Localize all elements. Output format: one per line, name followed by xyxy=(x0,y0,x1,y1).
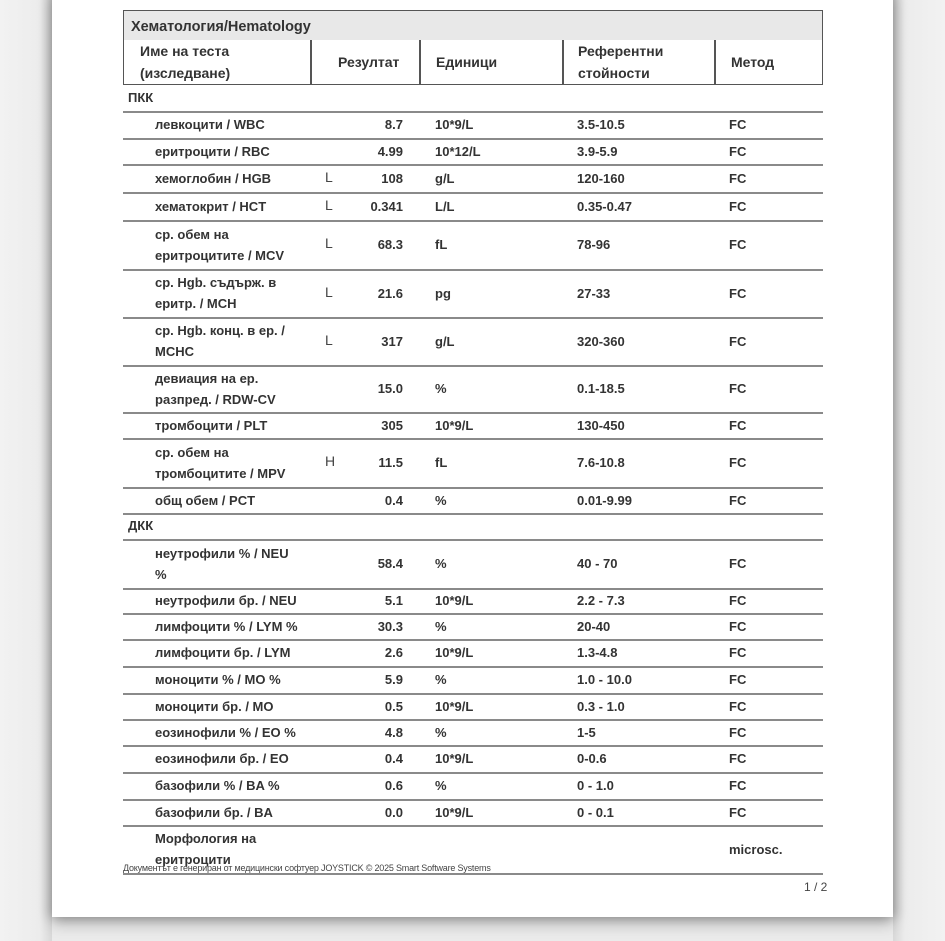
result-flag: H xyxy=(325,453,336,469)
test-name: базофили бр. / BA xyxy=(155,804,273,820)
row-divider xyxy=(123,539,823,541)
footer-note: Документът е генериран от медицински софтуер JOYSTICK © 2025 Smart Software Systems xyxy=(123,863,491,873)
result-value: 0.4 xyxy=(384,751,403,766)
test-method: FC xyxy=(729,778,747,793)
reference-range: 120-160 xyxy=(577,170,625,186)
row-divider xyxy=(123,719,823,721)
table-header xyxy=(123,40,823,85)
result-units: 10*9/L xyxy=(435,593,474,608)
result-units: 10*9/L xyxy=(435,804,474,820)
result-value: 58.4 xyxy=(377,556,403,571)
test-name-line1: Морфология на xyxy=(155,831,257,846)
result-units: % xyxy=(435,724,447,740)
header-divider xyxy=(419,40,421,84)
test-name: общ обем / PCT xyxy=(155,492,256,508)
row-divider xyxy=(123,138,823,140)
result-value: 8.7 xyxy=(384,117,403,132)
result-value: 108 xyxy=(381,170,403,186)
reference-range: 0.1-18.5 xyxy=(577,381,625,396)
result-flag: L xyxy=(325,331,333,348)
test-name: левкоцити / WBC xyxy=(155,117,265,132)
result-units: L/L xyxy=(435,198,455,214)
reference-range: 3.5-10.5 xyxy=(577,117,625,132)
result-units: fL xyxy=(435,455,448,470)
result-value: 0.5 xyxy=(384,698,403,714)
row-divider xyxy=(123,164,823,166)
result-units: % xyxy=(435,492,447,508)
test-name-line2: еритроцити xyxy=(155,852,231,867)
test-name-line1: ср. Hgb. конц. в ер. / xyxy=(155,323,285,338)
test-name: лимфоцити % / LYM % xyxy=(155,618,298,634)
row-divider xyxy=(123,513,823,515)
test-method: FC xyxy=(729,751,747,766)
result-units: pg xyxy=(435,285,451,301)
result-value: 30.3 xyxy=(377,618,403,634)
result-units: % xyxy=(435,778,447,793)
header-divider xyxy=(714,40,716,84)
section-title-bar xyxy=(123,10,823,41)
result-units: 10*12/L xyxy=(435,143,481,159)
test-name: неутрофили бр. / NEU xyxy=(155,593,297,608)
test-method: FC xyxy=(729,417,747,433)
test-name-line1: ср. Hgb. съдърж. в xyxy=(155,275,277,290)
reference-range: 1.0 - 10.0 xyxy=(577,672,632,687)
result-value: 0.341 xyxy=(370,198,403,214)
test-method: FC xyxy=(729,143,747,159)
page-number: 1 / 2 xyxy=(804,880,828,894)
reference-range: 20-40 xyxy=(577,618,611,634)
result-units: % xyxy=(435,618,447,634)
test-name: еозинофили бр. / EO xyxy=(155,751,289,766)
result-units: 10*9/L xyxy=(435,117,474,132)
reference-range: 0.35-0.47 xyxy=(577,198,632,214)
test-method: FC xyxy=(729,381,747,396)
row-divider xyxy=(123,799,823,801)
result-value: 317 xyxy=(381,333,403,349)
result-units: 10*9/L xyxy=(435,417,474,433)
row-divider xyxy=(123,487,823,489)
result-flag: L xyxy=(325,235,333,251)
test-method: FC xyxy=(729,170,747,186)
result-value: 5.9 xyxy=(384,672,403,687)
section-title: Хематология/Hematology xyxy=(131,19,311,35)
result-value: 68.3 xyxy=(377,237,403,252)
reference-range: 7.6-10.8 xyxy=(577,455,625,470)
row-divider xyxy=(123,317,823,319)
test-method: FC xyxy=(729,492,747,508)
test-name: еритроцити / RBC xyxy=(155,143,270,159)
header-reference-line1: Референтни xyxy=(578,43,664,59)
test-method: FC xyxy=(729,698,747,714)
footer-divider xyxy=(123,873,823,875)
row-divider xyxy=(123,269,823,271)
test-method: FC xyxy=(729,198,747,214)
result-value: 305 xyxy=(381,417,403,433)
result-value: 21.6 xyxy=(377,285,403,301)
row-divider xyxy=(123,745,823,747)
test-name-line2: MCHC xyxy=(155,344,194,359)
result-flag: L xyxy=(325,196,333,213)
test-method: FC xyxy=(729,618,747,634)
test-method: FC xyxy=(729,672,747,687)
test-method: FC xyxy=(729,333,747,349)
header-result: Резултат xyxy=(338,54,400,70)
viewer-background-left xyxy=(0,0,52,941)
test-method: microsc. xyxy=(729,841,783,857)
row-divider xyxy=(123,438,823,440)
test-method: FC xyxy=(729,556,747,571)
row-divider xyxy=(123,825,823,827)
test-name: моноцити бр. / MO xyxy=(155,698,274,714)
header-divider xyxy=(310,40,312,84)
reference-range: 2.2 - 7.3 xyxy=(577,593,625,608)
test-method: FC xyxy=(729,285,747,301)
row-divider xyxy=(123,772,823,774)
test-method: FC xyxy=(729,455,747,470)
reference-range: 27-33 xyxy=(577,285,611,301)
row-divider xyxy=(123,365,823,367)
test-name-line2: еритроцитите / MCV xyxy=(155,247,285,263)
test-name-line2: тромбоцитите / MPV xyxy=(155,465,286,481)
result-value: 11.5 xyxy=(378,455,403,470)
result-units: 10*9/L xyxy=(435,645,474,660)
result-value: 4.8 xyxy=(384,724,403,740)
result-value: 0.6 xyxy=(384,778,403,793)
header-units: Единици xyxy=(436,54,498,70)
result-value: 15.0 xyxy=(377,381,403,396)
test-name-line2: % xyxy=(155,566,167,582)
reference-range: 0.3 - 1.0 xyxy=(577,698,625,714)
result-units: g/L xyxy=(435,170,455,186)
result-units: % xyxy=(435,672,447,687)
result-units: 10*9/L xyxy=(435,698,474,714)
test-method: FC xyxy=(729,593,747,608)
reference-range: 130-450 xyxy=(577,417,625,433)
result-value: 0.4 xyxy=(384,492,403,508)
test-name: лимфоцити бр. / LYM xyxy=(155,645,291,660)
test-name: хематокрит / HCT xyxy=(155,198,267,214)
test-name-line2: еритр. / MCH xyxy=(155,296,237,311)
test-method: FC xyxy=(729,645,747,660)
test-name-line1: ср. обем на xyxy=(155,444,229,460)
reference-range: 320-360 xyxy=(577,333,625,349)
test-name: хемоглобин / HGB xyxy=(155,170,272,186)
result-value: 4.99 xyxy=(377,143,403,159)
reference-range: 0 - 1.0 xyxy=(577,778,614,793)
test-name-line1: девиация на ер. xyxy=(155,370,259,386)
group-label: ДКК xyxy=(128,518,154,533)
result-units: % xyxy=(435,381,447,396)
header-name-line2: (изследване) xyxy=(140,65,231,81)
reference-range: 40 - 70 xyxy=(577,556,618,571)
row-divider xyxy=(123,111,823,113)
test-method: FC xyxy=(729,724,747,740)
reference-range: 3.9-5.9 xyxy=(577,143,618,159)
row-divider xyxy=(123,613,823,615)
test-name: тромбоцити / PLT xyxy=(155,417,268,433)
result-units: g/L xyxy=(435,333,455,349)
row-divider xyxy=(123,192,823,194)
reference-range: 1.3-4.8 xyxy=(577,645,618,660)
row-divider xyxy=(123,693,823,695)
header-name-line1: Име на теста xyxy=(140,43,230,59)
test-name-line2: разпред. / RDW-CV xyxy=(155,391,276,407)
group-label: ПКК xyxy=(128,90,154,105)
header-method: Метод xyxy=(731,54,775,70)
test-method: FC xyxy=(729,237,747,252)
test-name: базофили % / BA % xyxy=(155,778,280,793)
test-name-line1: ср. обем на xyxy=(155,226,229,242)
reference-range: 0-0.6 xyxy=(577,751,607,766)
test-name: моноцити % / MO % xyxy=(155,672,281,687)
result-flag: L xyxy=(325,168,333,185)
result-value: 5.1 xyxy=(384,593,403,608)
header-reference-line2: стойности xyxy=(578,65,650,81)
test-method: FC xyxy=(729,117,747,132)
header-divider xyxy=(562,40,564,84)
test-name-line1: неутрофили % / NEU xyxy=(155,545,289,561)
result-flag: L xyxy=(325,283,333,300)
result-units: fL xyxy=(435,237,448,252)
row-divider xyxy=(123,220,823,222)
test-name: еозинофили % / EO % xyxy=(155,724,296,740)
reference-range: 78-96 xyxy=(577,237,611,252)
row-divider xyxy=(123,412,823,414)
reference-range: 1-5 xyxy=(577,724,596,740)
result-units: 10*9/L xyxy=(435,751,474,766)
reference-range: 0.01-9.99 xyxy=(577,492,632,508)
result-value: 2.6 xyxy=(384,645,403,660)
result-units: % xyxy=(435,556,447,571)
test-method: FC xyxy=(729,804,747,820)
row-divider xyxy=(123,639,823,641)
reference-range: 0 - 0.1 xyxy=(577,804,614,820)
result-value: 0.0 xyxy=(384,804,403,820)
viewer-background-right xyxy=(893,0,945,941)
row-divider xyxy=(123,666,823,668)
